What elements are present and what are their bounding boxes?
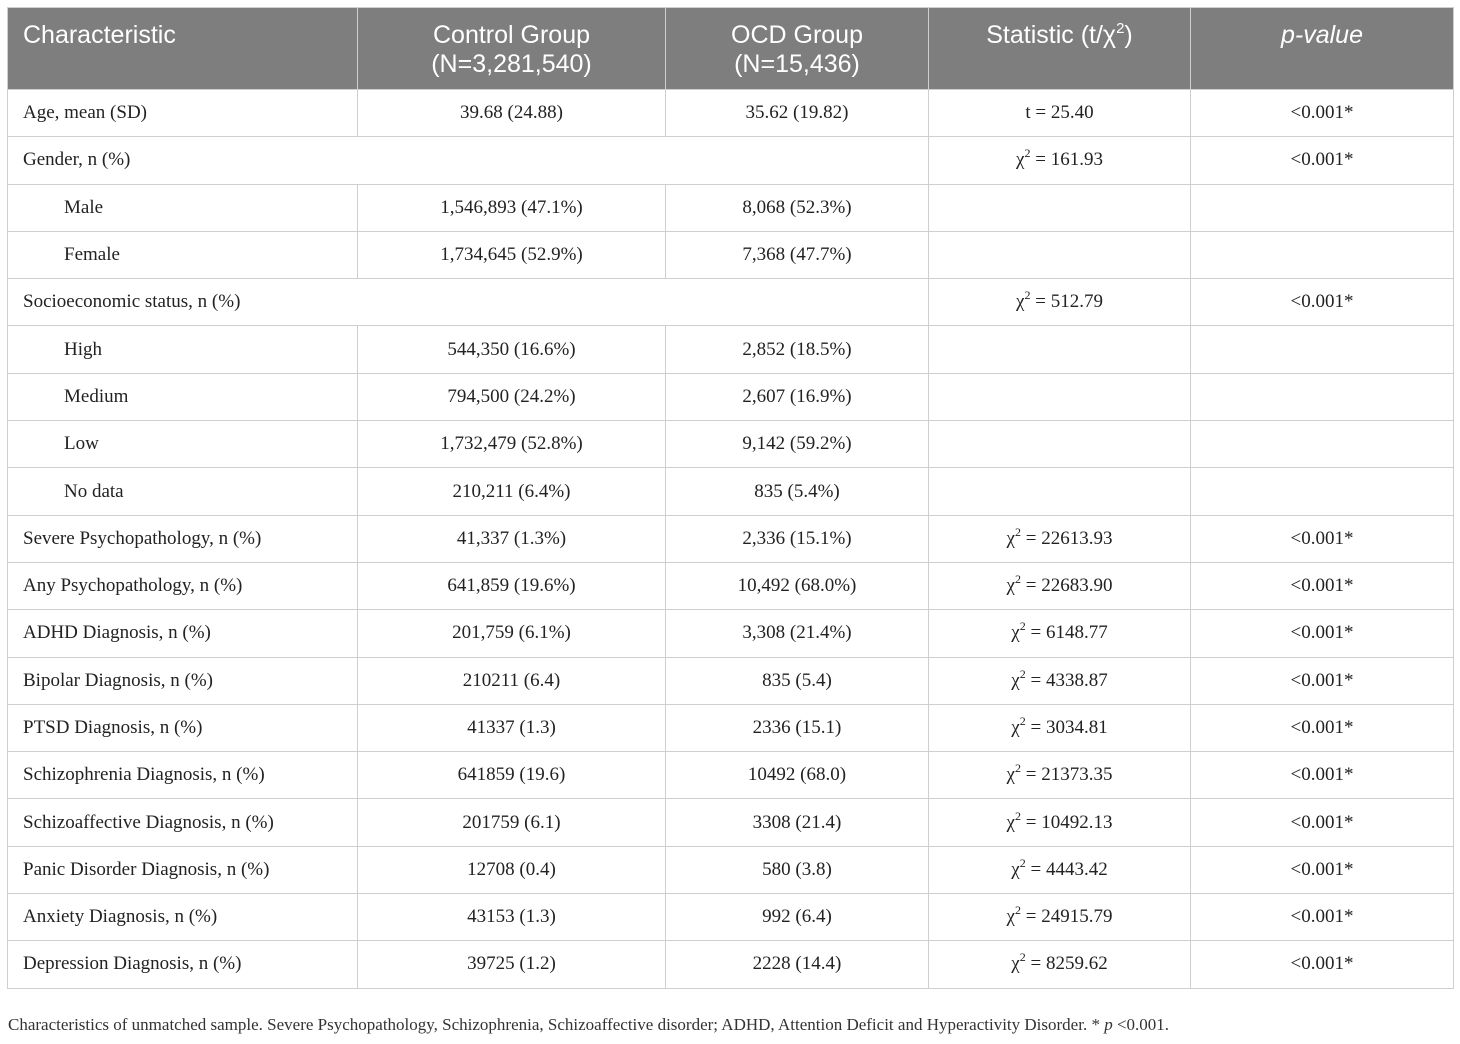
header-characteristic: Characteristic	[8, 8, 358, 90]
ocd-group-value: 2228 (14.4)	[666, 941, 929, 988]
p-value: <0.001*	[1191, 279, 1454, 326]
row-label: Male	[8, 184, 358, 231]
control-group-value: 1,546,893 (47.1%)	[358, 184, 666, 231]
statistic-value: $\chi^2 = 24915.79$	[929, 894, 1191, 941]
table-row	[8, 799, 1454, 846]
p-value: <0.001*	[1191, 515, 1454, 562]
control-group-value: 210211 (6.4)	[358, 657, 666, 704]
header-ocd-group: OCD Group (N=15,436)	[666, 8, 929, 90]
table-footnote: Characteristics of unmatched sample. Severe Psychopathology, Schizophrenia, Schizoaffective disorder; ADHD, Attention Deficit and Hyperactivity Disorder. * p <0.001.	[8, 1015, 1170, 1034]
p-value	[1191, 326, 1454, 373]
statistic-value: $\chi^2 = 161.93$	[929, 137, 1191, 184]
chi-squared-symbol: $\chi^2$	[1011, 950, 1026, 975]
p-value: <0.001*	[1191, 704, 1454, 751]
statistic-value	[929, 373, 1191, 420]
control-group-value: 201,759 (6.1%)	[358, 610, 666, 657]
ocd-group-value: 580 (3.8)	[666, 846, 929, 893]
table-row	[8, 610, 1454, 657]
statistic-value: $\chi^2 = 3034.81$	[929, 704, 1191, 751]
control-group-value: 39725 (1.2)	[358, 941, 666, 988]
p-value	[1191, 184, 1454, 231]
control-group-value: 794,500 (24.2%)	[358, 373, 666, 420]
row-label: Low	[8, 421, 358, 468]
p-value: <0.001*	[1191, 799, 1454, 846]
row-label: No data	[8, 468, 358, 515]
row-label: Any Psychopathology, n (%)	[8, 562, 358, 609]
table-row	[8, 846, 1454, 893]
ocd-group-value: 2336 (15.1)	[666, 704, 929, 751]
p-value: <0.001*	[1191, 941, 1454, 988]
ocd-group-value: 2,607 (16.9%)	[666, 373, 929, 420]
row-label: Schizophrenia Diagnosis, n (%)	[8, 752, 358, 799]
ocd-group-value: 10492 (68.0)	[666, 752, 929, 799]
p-value: <0.001*	[1191, 894, 1454, 941]
table-row	[8, 90, 1454, 137]
p-value: <0.001*	[1191, 562, 1454, 609]
control-group-value: 1,734,645 (52.9%)	[358, 231, 666, 278]
row-label: Bipolar Diagnosis, n (%)	[8, 657, 358, 704]
header-control-group: Control Group (N=3,281,540)	[358, 8, 666, 90]
chi-squared-symbol: $\chi^2$	[1011, 666, 1026, 691]
characteristics-table	[7, 7, 1454, 989]
p-value	[1191, 468, 1454, 515]
chi-squared-symbol: $\chi^2$	[1006, 903, 1021, 928]
table-row	[8, 468, 1454, 515]
control-group-value: 641859 (19.6)	[358, 752, 666, 799]
table-row	[8, 373, 1454, 420]
ocd-group-value: 835 (5.4%)	[666, 468, 929, 515]
table-row	[8, 184, 1454, 231]
statistic-value: $\chi^2 = 6148.77$	[929, 610, 1191, 657]
ocd-group-value: 9,142 (59.2%)	[666, 421, 929, 468]
statistic-value	[929, 468, 1191, 515]
table-row	[8, 941, 1454, 988]
table-row	[8, 326, 1454, 373]
statistic-value	[929, 326, 1191, 373]
table-row	[8, 515, 1454, 562]
p-value: <0.001*	[1191, 752, 1454, 799]
table-row	[8, 231, 1454, 278]
row-label: Age, mean (SD)	[8, 90, 358, 137]
row-label: Depression Diagnosis, n (%)	[8, 941, 358, 988]
control-group-value: 544,350 (16.6%)	[358, 326, 666, 373]
row-label: Panic Disorder Diagnosis, n (%)	[8, 846, 358, 893]
table-row	[8, 421, 1454, 468]
p-value	[1191, 231, 1454, 278]
ocd-group-value: 992 (6.4)	[666, 894, 929, 941]
ocd-group-value: 2,852 (18.5%)	[666, 326, 929, 373]
row-label: ADHD Diagnosis, n (%)	[8, 610, 358, 657]
statistic-value	[929, 421, 1191, 468]
chi-squared-symbol: $\chi^2$	[1016, 288, 1031, 313]
statistic-value: $\chi^2 = 4443.42$	[929, 846, 1191, 893]
table-row	[8, 137, 1454, 184]
table-row	[8, 279, 1454, 326]
statistic-value	[929, 231, 1191, 278]
statistic-value: t = 25.40	[929, 90, 1191, 137]
ocd-group-value: 35.62 (19.82)	[666, 90, 929, 137]
table-body	[8, 90, 1454, 989]
control-group-value: 12708 (0.4)	[358, 846, 666, 893]
ocd-group-value: 10,492 (68.0%)	[666, 562, 929, 609]
p-value: <0.001*	[1191, 657, 1454, 704]
statistic-value: $\chi^2 = 21373.35$	[929, 752, 1191, 799]
control-group-value: 1,732,479 (52.8%)	[358, 421, 666, 468]
control-group-value: 210,211 (6.4%)	[358, 468, 666, 515]
p-value: <0.001*	[1191, 610, 1454, 657]
row-label: Socioeconomic status, n (%)	[8, 279, 929, 326]
control-group-value: 43153 (1.3)	[358, 894, 666, 941]
p-value: <0.001*	[1191, 137, 1454, 184]
chi-squared-symbol: $\chi^2$	[1011, 855, 1026, 880]
header-p-value: p-value	[1191, 8, 1454, 90]
control-group-value: 641,859 (19.6%)	[358, 562, 666, 609]
row-label: Female	[8, 231, 358, 278]
statistic-value: $\chi^2 = 22613.93$	[929, 515, 1191, 562]
row-label: PTSD Diagnosis, n (%)	[8, 704, 358, 751]
row-label: Severe Psychopathology, n (%)	[8, 515, 358, 562]
table-row	[8, 704, 1454, 751]
control-group-value: 41337 (1.3)	[358, 704, 666, 751]
header-statistic: Statistic $(t/\chi^2)$	[929, 8, 1191, 90]
chi-squared-symbol: $\chi^2$	[1011, 619, 1026, 644]
statistic-value	[929, 184, 1191, 231]
statistic-value: $\chi^2 = 4338.87$	[929, 657, 1191, 704]
table-row	[8, 562, 1454, 609]
row-label: Medium	[8, 373, 358, 420]
ocd-group-value: 2,336 (15.1%)	[666, 515, 929, 562]
control-group-value: 39.68 (24.88)	[358, 90, 666, 137]
p-value: <0.001*	[1191, 846, 1454, 893]
table-row	[8, 752, 1454, 799]
chi-squared-symbol: $\chi^2$	[1006, 761, 1021, 786]
control-group-value: 41,337 (1.3%)	[358, 515, 666, 562]
ocd-group-value: 3308 (21.4)	[666, 799, 929, 846]
statistic-value: $\chi^2 = 10492.13$	[929, 799, 1191, 846]
row-label: Anxiety Diagnosis, n (%)	[8, 894, 358, 941]
p-value: <0.001*	[1191, 90, 1454, 137]
table-row	[8, 657, 1454, 704]
p-value	[1191, 421, 1454, 468]
chi-squared-symbol: $\chi^2$	[1006, 524, 1021, 549]
row-label: Gender, n (%)	[8, 137, 929, 184]
p-value	[1191, 373, 1454, 420]
chi-squared-symbol: $\chi^2$	[1006, 572, 1021, 597]
table-header	[8, 8, 1454, 90]
statistic-value: $\chi^2 = 22683.90$	[929, 562, 1191, 609]
ocd-group-value: 7,368 (47.7%)	[666, 231, 929, 278]
statistic-value: $\chi^2 = 512.79$	[929, 279, 1191, 326]
ocd-group-value: 8,068 (52.3%)	[666, 184, 929, 231]
control-group-value: 201759 (6.1)	[358, 799, 666, 846]
table-row	[8, 894, 1454, 941]
row-label: Schizoaffective Diagnosis, n (%)	[8, 799, 358, 846]
row-label: High	[8, 326, 358, 373]
chi-squared-symbol: $\chi^2$	[1006, 808, 1021, 833]
ocd-group-value: 835 (5.4)	[666, 657, 929, 704]
header-row	[8, 8, 1454, 90]
chi-squared-symbol: $\chi^2$	[1016, 146, 1031, 171]
chi-squared-symbol: $\chi^2$	[1011, 714, 1026, 738]
ocd-group-value: 3,308 (21.4%)	[666, 610, 929, 657]
statistic-value: $\chi^2 = 8259.62$	[929, 941, 1191, 988]
